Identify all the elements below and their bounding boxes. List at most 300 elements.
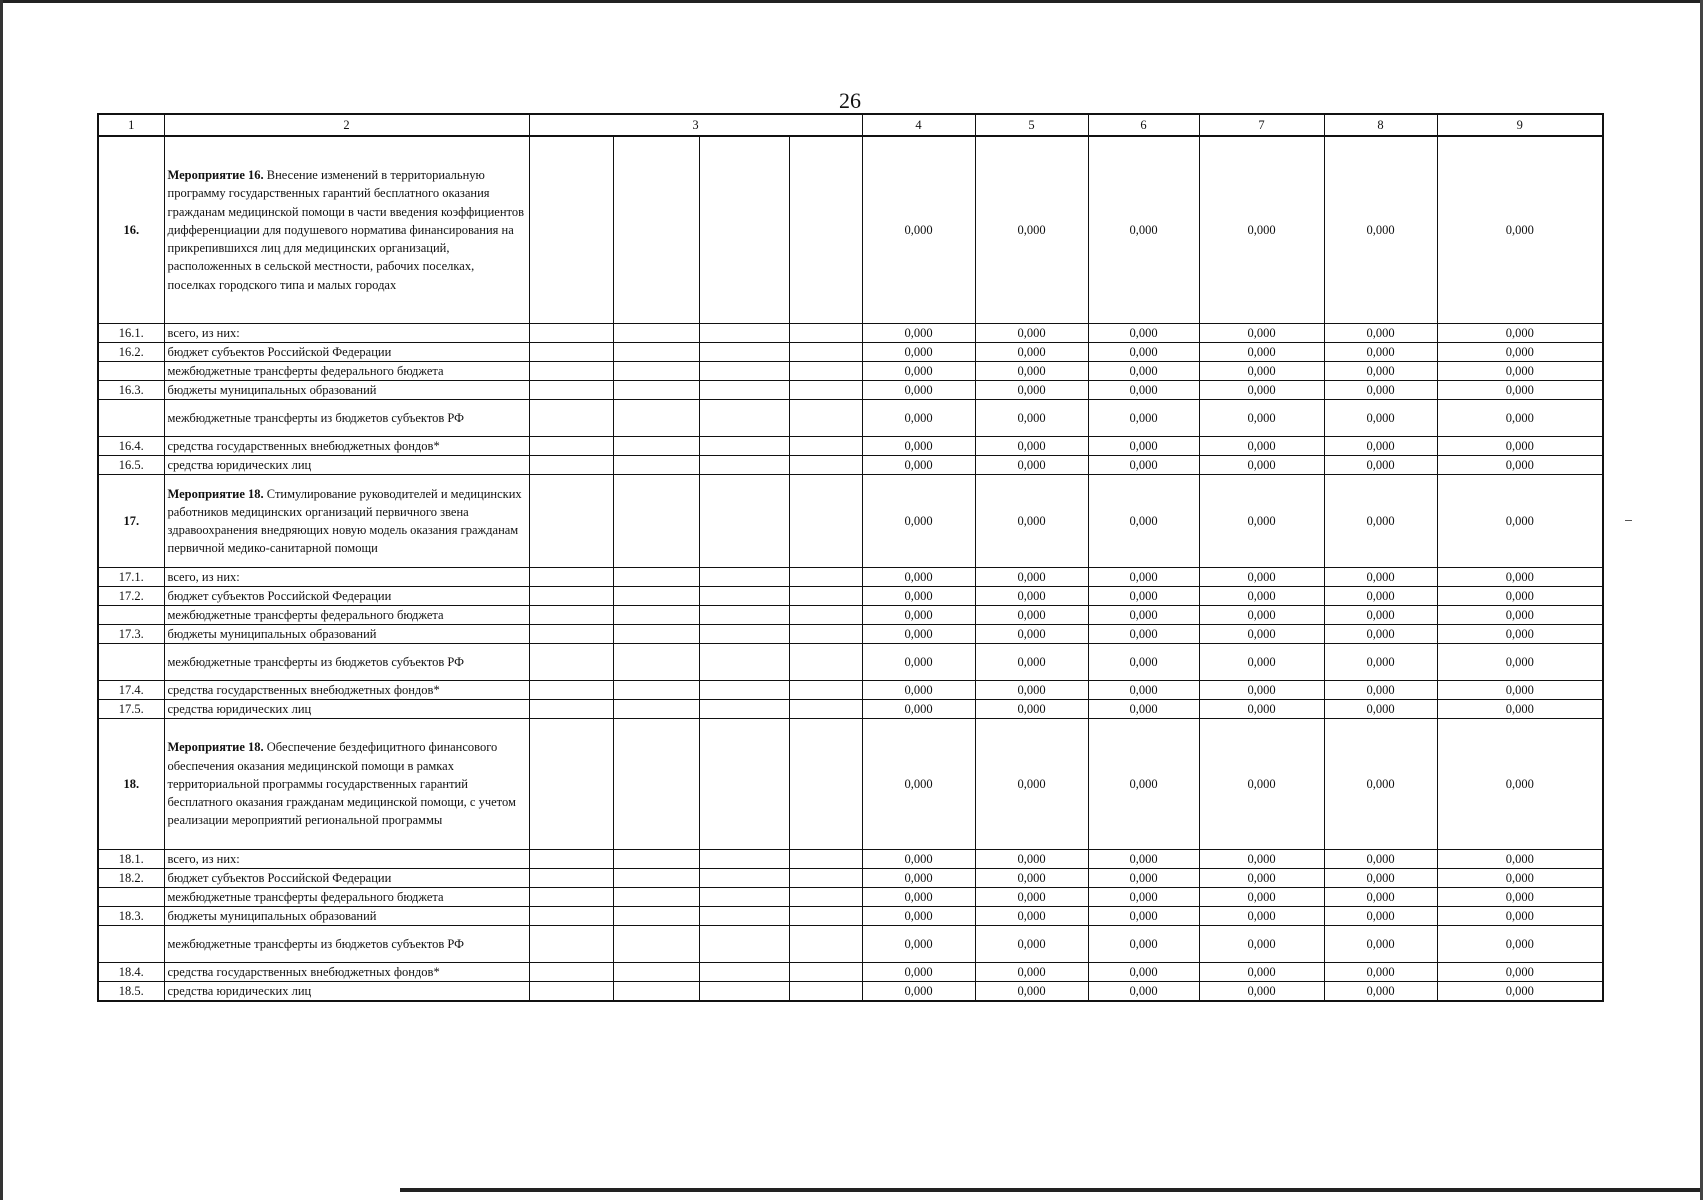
header-row — [98, 114, 1603, 136]
value-cell: 0,000 — [1437, 907, 1603, 926]
value-cell: 0,000 — [1088, 700, 1199, 719]
value-cell: 0,000 — [1437, 644, 1603, 681]
scan-edge-top — [0, 0, 1703, 3]
value-cell: 0,000 — [975, 888, 1088, 907]
blank-cell — [613, 719, 699, 850]
row-name: межбюджетные трансферты федерального бюджета — [164, 606, 529, 625]
value-cell: 0,000 — [1199, 982, 1324, 1002]
value-cell: 0,000 — [1437, 606, 1603, 625]
value-cell: 0,000 — [1199, 400, 1324, 437]
value-cell: 0,000 — [1324, 568, 1437, 587]
header-cell: 1 — [98, 114, 164, 136]
value-cell: 0,000 — [1437, 888, 1603, 907]
value-cell: 0,000 — [862, 475, 975, 568]
value-cell: 0,000 — [862, 719, 975, 850]
value-cell: 0,000 — [975, 963, 1088, 982]
value-cell: 0,000 — [1437, 456, 1603, 475]
blank-cell — [613, 136, 699, 324]
value-cell: 0,000 — [862, 587, 975, 606]
value-cell: 0,000 — [862, 888, 975, 907]
blank-cell — [529, 587, 613, 606]
blank-cell — [789, 625, 862, 644]
blank-cell — [699, 362, 789, 381]
section-title-text: Внесение изменений в территориальную программу государственных гарантий бесплатного оказания гражданам медицинской помощи в части введения коэффициентов дифференциации для подушевого норматива финансирования на прикрепившихся лиц для медицинских организаций, расположенных в сельской местности, рабочих поселках, поселках городского типа и малых городах — [167, 168, 524, 292]
value-cell: 0,000 — [1199, 437, 1324, 456]
value-cell: 0,000 — [1437, 850, 1603, 869]
value-cell: 0,000 — [1437, 700, 1603, 719]
blank-cell — [613, 606, 699, 625]
table-row — [98, 850, 1603, 869]
row-number — [98, 644, 164, 681]
value-cell: 0,000 — [862, 456, 975, 475]
value-cell: 0,000 — [1324, 324, 1437, 343]
row-name: средства государственных внебюджетных фондов* — [164, 963, 529, 982]
blank-cell — [789, 475, 862, 568]
value-cell: 0,000 — [862, 907, 975, 926]
row-number — [98, 888, 164, 907]
value-cell: 0,000 — [1324, 606, 1437, 625]
blank-cell — [529, 437, 613, 456]
value-cell: 0,000 — [1437, 324, 1603, 343]
blank-cell — [613, 568, 699, 587]
blank-cell — [613, 681, 699, 700]
header-cell: 7 — [1199, 114, 1324, 136]
value-cell: 0,000 — [862, 324, 975, 343]
section-number: 18. — [98, 719, 164, 850]
blank-cell — [699, 324, 789, 343]
value-cell: 0,000 — [975, 456, 1088, 475]
value-cell: 0,000 — [1324, 888, 1437, 907]
value-cell: 0,000 — [975, 587, 1088, 606]
blank-cell — [529, 456, 613, 475]
value-cell: 0,000 — [1199, 888, 1324, 907]
value-cell: 0,000 — [862, 400, 975, 437]
row-number: 17.1. — [98, 568, 164, 587]
value-cell: 0,000 — [1324, 400, 1437, 437]
blank-cell — [699, 606, 789, 625]
value-cell: 0,000 — [862, 926, 975, 963]
value-cell: 0,000 — [1199, 362, 1324, 381]
blank-cell — [699, 568, 789, 587]
row-number: 18.2. — [98, 869, 164, 888]
value-cell: 0,000 — [1199, 456, 1324, 475]
blank-cell — [613, 982, 699, 1002]
value-cell: 0,000 — [1088, 926, 1199, 963]
value-cell: 0,000 — [1437, 437, 1603, 456]
table-row — [98, 888, 1603, 907]
value-cell: 0,000 — [1324, 963, 1437, 982]
row-number: 17.2. — [98, 587, 164, 606]
value-cell: 0,000 — [975, 437, 1088, 456]
blank-cell — [789, 982, 862, 1002]
value-cell: 0,000 — [862, 681, 975, 700]
value-cell: 0,000 — [1324, 362, 1437, 381]
blank-cell — [699, 681, 789, 700]
section-title — [164, 136, 529, 324]
blank-cell — [613, 381, 699, 400]
blank-cell — [613, 963, 699, 982]
value-cell: 0,000 — [862, 963, 975, 982]
value-cell: 0,000 — [975, 475, 1088, 568]
header-cell: 4 — [862, 114, 975, 136]
blank-cell — [613, 926, 699, 963]
table-row — [98, 926, 1603, 963]
table-row — [98, 963, 1603, 982]
blank-cell — [699, 963, 789, 982]
blank-cell — [529, 926, 613, 963]
value-cell: 0,000 — [1088, 568, 1199, 587]
blank-cell — [789, 324, 862, 343]
blank-cell — [613, 475, 699, 568]
row-name: межбюджетные трансферты федерального бюджета — [164, 362, 529, 381]
table-row — [98, 982, 1603, 1002]
value-cell: 0,000 — [1324, 926, 1437, 963]
value-cell: 0,000 — [975, 982, 1088, 1002]
scan-edge-bottom — [400, 1188, 1703, 1192]
blank-cell — [699, 982, 789, 1002]
table-row — [98, 324, 1603, 343]
value-cell: 0,000 — [1088, 625, 1199, 644]
value-cell: 0,000 — [975, 850, 1088, 869]
value-cell: 0,000 — [1199, 625, 1324, 644]
value-cell: 0,000 — [862, 362, 975, 381]
value-cell: 0,000 — [1437, 587, 1603, 606]
row-number — [98, 606, 164, 625]
value-cell: 0,000 — [1324, 475, 1437, 568]
table-row — [98, 437, 1603, 456]
value-cell: 0,000 — [1437, 343, 1603, 362]
row-name: бюджеты муниципальных образований — [164, 625, 529, 644]
table-row — [98, 606, 1603, 625]
blank-cell — [529, 888, 613, 907]
table-row — [98, 400, 1603, 437]
value-cell: 0,000 — [1088, 850, 1199, 869]
blank-cell — [529, 719, 613, 850]
value-cell: 0,000 — [1437, 681, 1603, 700]
value-cell: 0,000 — [862, 343, 975, 362]
row-name: межбюджетные трансферты из бюджетов субъектов РФ — [164, 644, 529, 681]
value-cell: 0,000 — [975, 136, 1088, 324]
row-name: средства юридических лиц — [164, 700, 529, 719]
blank-cell — [529, 381, 613, 400]
header-cell: 3 — [529, 114, 862, 136]
blank-cell — [699, 381, 789, 400]
row-number — [98, 926, 164, 963]
blank-cell — [529, 400, 613, 437]
value-cell: 0,000 — [975, 625, 1088, 644]
value-cell: 0,000 — [1324, 850, 1437, 869]
blank-cell — [699, 700, 789, 719]
row-name: бюджет субъектов Российской Федерации — [164, 869, 529, 888]
blank-cell — [613, 907, 699, 926]
blank-cell — [613, 362, 699, 381]
value-cell: 0,000 — [1199, 475, 1324, 568]
row-name: всего, из них: — [164, 324, 529, 343]
value-cell: 0,000 — [1199, 719, 1324, 850]
value-cell: 0,000 — [862, 625, 975, 644]
blank-cell — [789, 587, 862, 606]
value-cell: 0,000 — [862, 606, 975, 625]
value-cell: 0,000 — [1437, 719, 1603, 850]
blank-cell — [789, 400, 862, 437]
blank-cell — [789, 437, 862, 456]
blank-cell — [699, 869, 789, 888]
value-cell: 0,000 — [1088, 362, 1199, 381]
value-cell: 0,000 — [1437, 400, 1603, 437]
value-cell: 0,000 — [975, 700, 1088, 719]
value-cell: 0,000 — [1324, 869, 1437, 888]
blank-cell — [613, 343, 699, 362]
row-name: средства юридических лиц — [164, 982, 529, 1002]
section-number: 17. — [98, 475, 164, 568]
value-cell: 0,000 — [1199, 869, 1324, 888]
value-cell: 0,000 — [1437, 568, 1603, 587]
blank-cell — [699, 475, 789, 568]
blank-cell — [699, 343, 789, 362]
value-cell: 0,000 — [1088, 381, 1199, 400]
value-cell: 0,000 — [1088, 719, 1199, 850]
blank-cell — [699, 644, 789, 681]
value-cell: 0,000 — [1437, 926, 1603, 963]
value-cell: 0,000 — [1199, 136, 1324, 324]
value-cell: 0,000 — [975, 400, 1088, 437]
blank-cell — [789, 700, 862, 719]
value-cell: 0,000 — [1437, 625, 1603, 644]
value-cell: 0,000 — [1088, 324, 1199, 343]
value-cell: 0,000 — [1324, 681, 1437, 700]
row-name: межбюджетные трансферты федерального бюджета — [164, 888, 529, 907]
value-cell: 0,000 — [1437, 869, 1603, 888]
value-cell: 0,000 — [1088, 869, 1199, 888]
value-cell: 0,000 — [1088, 606, 1199, 625]
blank-cell — [699, 456, 789, 475]
blank-cell — [699, 625, 789, 644]
table-row — [98, 625, 1603, 644]
blank-cell — [789, 869, 862, 888]
blank-cell — [529, 475, 613, 568]
blank-cell — [613, 644, 699, 681]
value-cell: 0,000 — [1437, 136, 1603, 324]
section-title-text: Обеспечение бездефицитного финансового обеспечения оказания медицинской помощи в рамках территориальной программы государственных гарантий бесплатного оказания гражданам медицинской помощи, с учетом реализации мероприятий региональной программы — [167, 740, 516, 828]
blank-cell — [529, 324, 613, 343]
value-cell: 0,000 — [1324, 982, 1437, 1002]
value-cell: 0,000 — [862, 644, 975, 681]
value-cell: 0,000 — [1199, 700, 1324, 719]
section-title-bold: Мероприятие 18. — [167, 486, 264, 501]
header-cell: 9 — [1437, 114, 1603, 136]
table-row — [98, 700, 1603, 719]
blank-cell — [529, 568, 613, 587]
row-name: средства государственных внебюджетных фондов* — [164, 437, 529, 456]
scan-stray-mark — [1625, 520, 1632, 521]
value-cell: 0,000 — [1437, 362, 1603, 381]
value-cell: 0,000 — [1199, 644, 1324, 681]
blank-cell — [699, 719, 789, 850]
table-row — [98, 869, 1603, 888]
blank-cell — [789, 136, 862, 324]
blank-cell — [529, 343, 613, 362]
value-cell: 0,000 — [975, 324, 1088, 343]
blank-cell — [529, 850, 613, 869]
blank-cell — [613, 587, 699, 606]
blank-cell — [789, 926, 862, 963]
section-row — [98, 719, 1603, 850]
blank-cell — [529, 644, 613, 681]
blank-cell — [529, 982, 613, 1002]
value-cell: 0,000 — [1324, 587, 1437, 606]
value-cell: 0,000 — [862, 869, 975, 888]
blank-cell — [789, 888, 862, 907]
row-name: бюджет субъектов Российской Федерации — [164, 343, 529, 362]
value-cell: 0,000 — [1088, 644, 1199, 681]
section-title-text: Стимулирование руководителей и медицинских работников медицинских организаций первичного звена здравоохранения внедряющих новую модель оказания гражданам первичной медико-санитарной помощи — [167, 486, 522, 556]
table-row — [98, 568, 1603, 587]
value-cell: 0,000 — [1199, 926, 1324, 963]
blank-cell — [699, 907, 789, 926]
blank-cell — [789, 381, 862, 400]
value-cell: 0,000 — [975, 644, 1088, 681]
value-cell: 0,000 — [862, 850, 975, 869]
blank-cell — [529, 362, 613, 381]
blank-cell — [789, 907, 862, 926]
blank-cell — [529, 700, 613, 719]
blank-cell — [789, 362, 862, 381]
table-row — [98, 456, 1603, 475]
table-row — [98, 907, 1603, 926]
row-name: всего, из них: — [164, 850, 529, 869]
blank-cell — [613, 888, 699, 907]
table-body — [98, 114, 1603, 1001]
value-cell: 0,000 — [862, 700, 975, 719]
header-cell: 6 — [1088, 114, 1199, 136]
value-cell: 0,000 — [1324, 644, 1437, 681]
blank-cell — [789, 456, 862, 475]
row-number: 17.4. — [98, 681, 164, 700]
row-number: 17.3. — [98, 625, 164, 644]
blank-cell — [699, 850, 789, 869]
row-name: бюджеты муниципальных образований — [164, 907, 529, 926]
row-name: средства государственных внебюджетных фондов* — [164, 681, 529, 700]
blank-cell — [699, 136, 789, 324]
row-name: бюджеты муниципальных образований — [164, 381, 529, 400]
row-number: 18.3. — [98, 907, 164, 926]
value-cell: 0,000 — [1437, 381, 1603, 400]
blank-cell — [699, 926, 789, 963]
row-name: средства юридических лиц — [164, 456, 529, 475]
value-cell: 0,000 — [1324, 437, 1437, 456]
row-number: 17.5. — [98, 700, 164, 719]
value-cell: 0,000 — [862, 136, 975, 324]
blank-cell — [789, 343, 862, 362]
value-cell: 0,000 — [1437, 475, 1603, 568]
blank-cell — [529, 625, 613, 644]
section-title-bold: Мероприятие 16. — [167, 168, 264, 183]
table-row — [98, 644, 1603, 681]
section-title-bold: Мероприятие 18. — [167, 740, 264, 755]
value-cell: 0,000 — [862, 437, 975, 456]
value-cell: 0,000 — [1088, 888, 1199, 907]
header-cell: 2 — [164, 114, 529, 136]
value-cell: 0,000 — [975, 681, 1088, 700]
value-cell: 0,000 — [1199, 606, 1324, 625]
blank-cell — [789, 681, 862, 700]
section-number: 16. — [98, 136, 164, 324]
page-number: 26 — [839, 88, 861, 113]
section-title — [164, 719, 529, 850]
value-cell: 0,000 — [975, 362, 1088, 381]
value-cell: 0,000 — [975, 719, 1088, 850]
row-number — [98, 400, 164, 437]
value-cell: 0,000 — [1088, 907, 1199, 926]
blank-cell — [699, 587, 789, 606]
blank-cell — [529, 907, 613, 926]
value-cell: 0,000 — [1088, 343, 1199, 362]
value-cell: 0,000 — [1088, 982, 1199, 1002]
value-cell: 0,000 — [1324, 456, 1437, 475]
section-row — [98, 136, 1603, 324]
value-cell: 0,000 — [1199, 324, 1324, 343]
section-row — [98, 475, 1603, 568]
section-title — [164, 475, 529, 568]
value-cell: 0,000 — [1199, 343, 1324, 362]
blank-cell — [699, 400, 789, 437]
value-cell: 0,000 — [1437, 982, 1603, 1002]
value-cell: 0,000 — [1088, 136, 1199, 324]
table-row — [98, 343, 1603, 362]
blank-cell — [529, 869, 613, 888]
value-cell: 0,000 — [1437, 963, 1603, 982]
row-number: 16.3. — [98, 381, 164, 400]
value-cell: 0,000 — [1199, 850, 1324, 869]
table-row — [98, 587, 1603, 606]
row-name: межбюджетные трансферты из бюджетов субъектов РФ — [164, 926, 529, 963]
scan-edge-left — [0, 0, 3, 1200]
row-number: 18.5. — [98, 982, 164, 1002]
row-number: 18.4. — [98, 963, 164, 982]
value-cell: 0,000 — [1199, 381, 1324, 400]
header-cell: 5 — [975, 114, 1088, 136]
row-name: всего, из них: — [164, 568, 529, 587]
value-cell: 0,000 — [1088, 587, 1199, 606]
value-cell: 0,000 — [862, 982, 975, 1002]
value-cell: 0,000 — [862, 381, 975, 400]
value-cell: 0,000 — [1088, 475, 1199, 568]
value-cell: 0,000 — [975, 907, 1088, 926]
value-cell: 0,000 — [975, 568, 1088, 587]
value-cell: 0,000 — [1199, 681, 1324, 700]
value-cell: 0,000 — [975, 606, 1088, 625]
value-cell: 0,000 — [1199, 587, 1324, 606]
blank-cell — [613, 625, 699, 644]
blank-cell — [789, 963, 862, 982]
value-cell: 0,000 — [1324, 625, 1437, 644]
blank-cell — [789, 606, 862, 625]
blank-cell — [789, 719, 862, 850]
blank-cell — [613, 437, 699, 456]
blank-cell — [699, 437, 789, 456]
value-cell: 0,000 — [862, 568, 975, 587]
value-cell: 0,000 — [1324, 907, 1437, 926]
value-cell: 0,000 — [1199, 907, 1324, 926]
row-number — [98, 362, 164, 381]
value-cell: 0,000 — [975, 926, 1088, 963]
table-row — [98, 681, 1603, 700]
blank-cell — [699, 888, 789, 907]
value-cell: 0,000 — [1088, 963, 1199, 982]
row-name: межбюджетные трансферты из бюджетов субъектов РФ — [164, 400, 529, 437]
blank-cell — [613, 324, 699, 343]
blank-cell — [529, 606, 613, 625]
